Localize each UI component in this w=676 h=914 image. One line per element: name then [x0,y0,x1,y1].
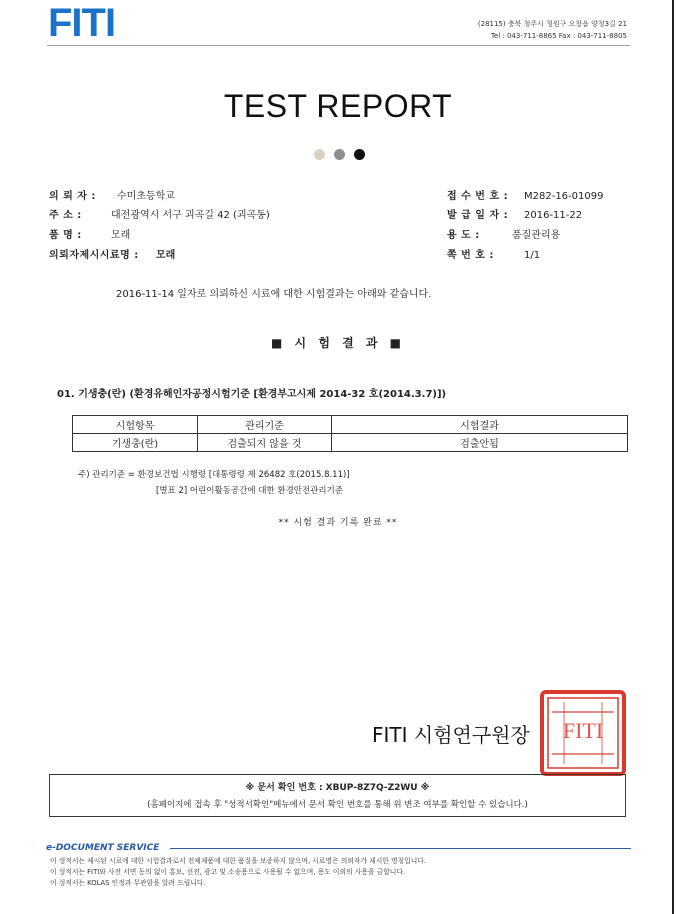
verification-box [49,774,626,817]
sample-value: 모래 [156,250,176,261]
header-cell: 관리기준 [198,416,332,434]
issue-label: 발 급 일 자 : [447,210,509,221]
sample-field [49,249,175,263]
table-row [73,434,628,452]
company-address [478,18,627,42]
table-cell: 검출안됨 [332,434,628,452]
client-label: 의 뢰 자 : [49,191,96,202]
test-item-heading: 01. 기생충(란) (환경유해인자공정시험기준 [환경부고시제 2014-32 호(2014.3.7)]) [57,389,447,400]
product-label: 품 명 : [49,230,82,241]
receipt-field [447,190,603,204]
document-title: TEST REPORT [223,88,453,124]
table-header-row [73,416,628,434]
address-line: (28115) 충북 청주시 청원구 오창읍 양청3길 21 [477,20,627,28]
address-field [49,209,270,223]
header-divider [47,45,630,46]
receipt-value: M282-16-01099 [524,191,604,202]
issue-value: 2016-11-22 [524,210,583,221]
page-field [447,249,540,263]
contact-line: Tel : 043-711-8865 Fax : 043-711-8805 [490,32,627,40]
header-cell: 시험결과 [332,416,628,434]
footer-notes [50,856,426,889]
note-line-2: [별표 2] 어린이활동공간에 대한 환경안전관리기준 [156,486,344,496]
note-line-1: 주) 관리기준 = 환경보건법 시행령 [대통령령 제 26482 호(2015.8.11)] [78,470,350,480]
product-value: 모래 [111,230,131,241]
product-field [49,229,130,243]
end-of-results: ** 시험 결과 기록 완료 ** [278,518,398,528]
address-label: 주 소 : [49,210,82,221]
page-label: 쪽 번 호 : [447,250,494,261]
footer-divider [170,848,631,849]
purpose-field [447,229,560,243]
receipt-label: 접 수 번 호 : [447,191,509,202]
table-cell: 검출되지 않을 것 [198,434,332,452]
footer-line-3: 이 성적서는 KOLAS 인정과 무관함을 알려 드립니다. [50,879,206,887]
dot-2 [334,149,345,160]
sample-label: 의뢰자제시시료명 : [49,250,139,261]
purpose-label: 용 도 : [447,230,480,241]
verification-instructions: (홈페이지에 접속 후 "성적서확인"메뉴에서 문서 확인 번호를 통해 위 변조 여부를 확인할 수 있습니다.) [147,800,528,810]
svg-text:FITI: FITI [48,1,116,42]
fiti-logo [48,0,156,42]
table-cell: 기생충(란) [73,434,198,452]
intro-text: 2016-11-14 일자로 의뢰하신 시료에 대한 시험결과는 아래와 같습니다. [116,289,432,300]
official-seal-stamp [538,688,628,778]
header-cell: 시험항목 [73,416,198,434]
page-right-border [672,0,674,914]
svg-text:FITI: FITI [562,718,604,743]
footer-line-2: 이 성적서는 FITI와 사전 서면 동의 없이 홍보, 선전, 광고 및 소송용으로 사용될 수 없으며, 용도 이외의 사용을 금합니다. [50,868,406,876]
director-signature: FITI 시험연구원장 [372,723,530,747]
decorative-dots [314,149,365,160]
e-document-service-label: e-DOCUMENT SERVICE [46,843,160,853]
footer-line-1: 이 성적서는 제시된 시료에 대한 시험결과로서 전체제품에 대한 품질을 보증하지 않으며, 시료명은 의뢰자가 제시한 명칭입니다. [50,857,426,865]
results-table [72,415,628,452]
page-value: 1/1 [524,250,541,261]
issue-field [447,209,582,223]
client-value: 수미초등학교 [117,191,175,202]
address-value: 대전광역시 서구 괴곡길 42 (괴곡동) [111,210,270,221]
purpose-value: 품질관리용 [512,230,561,241]
client-field [49,190,175,204]
verification-code: ※ 문서 확인 번호 : XBUP-8Z7Q-Z2WU ※ [245,783,430,793]
dot-1 [314,149,325,160]
section-title: ■ 시 험 결 과 ■ [271,336,405,350]
dot-3 [354,149,365,160]
